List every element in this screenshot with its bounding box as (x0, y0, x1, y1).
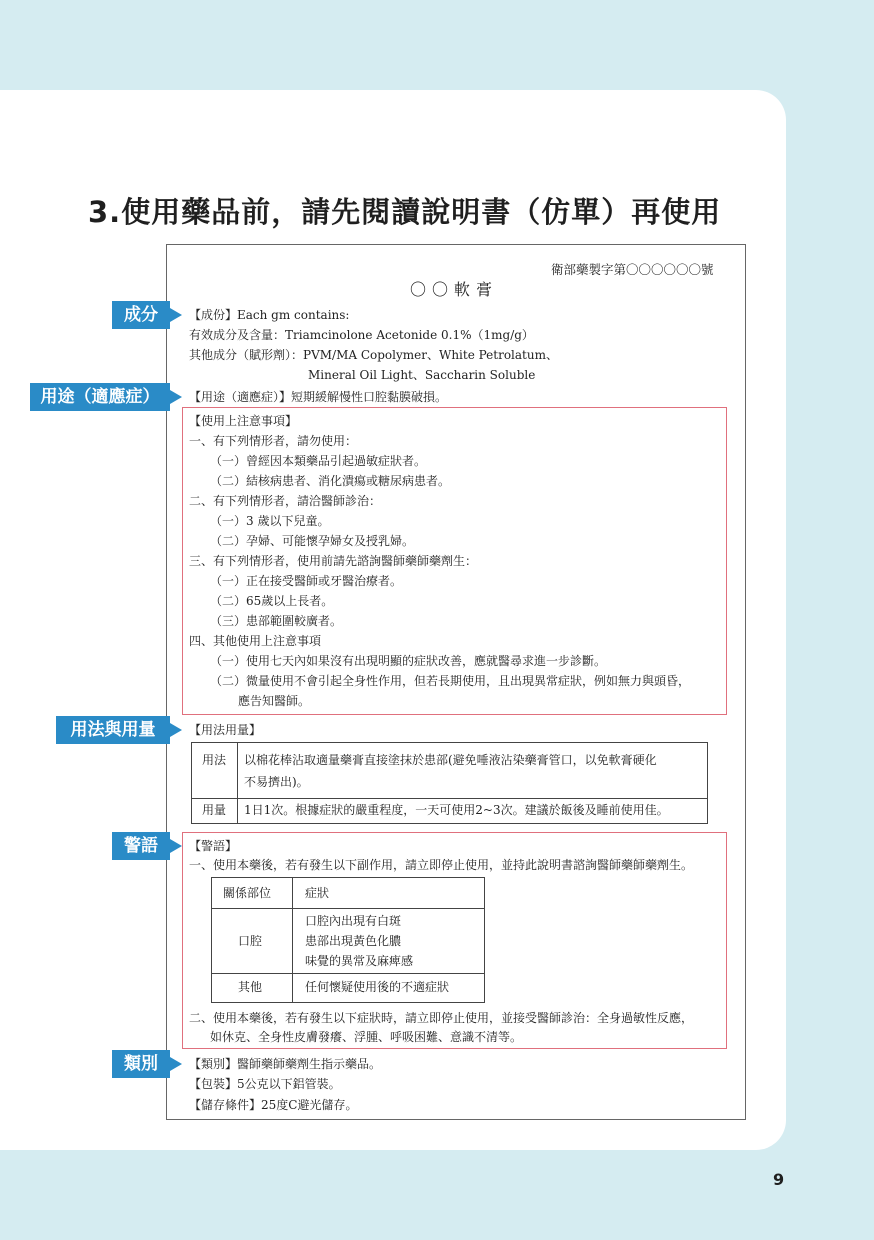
warning-heading: 【警語】 (189, 839, 238, 853)
table-header: 症狀 (305, 886, 330, 900)
table-cell: 口腔內出現有白斑 (305, 914, 402, 928)
warning-line: 如休克、全身性皮膚發癢、浮腫、呼吸困難、意識不清等。 (210, 1030, 523, 1044)
label-ingredient: 成分 (112, 301, 170, 329)
arrow-icon (170, 308, 182, 322)
ingredient-line: Mineral Oil Light、Saccharin Soluble (308, 368, 536, 382)
product-name: 〇〇軟膏 (410, 280, 499, 299)
precaution-line: 三、有下列情形者，使用前請先諮詢醫師藥師藥劑生： (189, 554, 478, 568)
page-number: 9 (773, 1170, 785, 1189)
warning-line: 二、使用本藥後，若有發生以下症狀時，請立即停止使用，並接受醫師診治：全身過敏性反應， (189, 1011, 694, 1025)
arrow-icon (170, 1057, 182, 1071)
arrow-icon (170, 723, 182, 737)
package-text: 【包裝】5公克以下鋁管裝。 (189, 1077, 341, 1091)
precaution-line: （二）結核病患者、消化潰瘍或糖尿病患者。 (210, 474, 451, 488)
precaution-line: （二）孕婦、可能懷孕婦女及授乳婦。 (210, 534, 415, 548)
precaution-line: 二、有下列情形者，請洽醫師診治： (189, 494, 382, 508)
precaution-line: （一）曾經因本類藥品引起過敏症狀者。 (210, 454, 427, 468)
table-cell: 味覺的異常及麻痺感 (305, 954, 414, 968)
dosage-label: 用量 (202, 803, 227, 817)
precaution-line: （三）患部範圍較廣者。 (210, 614, 343, 628)
indication-text: 【用途（適應症）】短期緩解慢性口腔黏膜破損。 (189, 390, 448, 404)
usage-label: 用法 (202, 753, 227, 767)
usage-heading: 【用法用量】 (189, 723, 262, 737)
table-cell: 患部出現黃色化膿 (305, 934, 402, 948)
dosage-text: 1日1次。根據症狀的嚴重程度，一天可使用2~3次。建議於飯後及睡前使用佳。 (244, 803, 669, 817)
table-cell: 任何懷疑使用後的不適症狀 (305, 980, 450, 994)
table-cell: 口腔 (238, 934, 263, 948)
precaution-heading: 【使用上注意事項】 (189, 414, 298, 428)
arrow-icon (170, 390, 182, 404)
label-indication: 用途（適應症） (30, 383, 170, 411)
warning-line: 一、使用本藥後，若有發生以下副作用，請立即停止使用，並持此說明書諮詢醫師藥師藥劑生。 (189, 858, 694, 872)
precaution-line: 應告知醫師。 (238, 694, 311, 708)
precaution-line: （一）正在接受醫師或牙醫治療者。 (210, 574, 403, 588)
arrow-icon (170, 839, 182, 853)
precaution-line: （二）65歲以上長者。 (210, 594, 334, 608)
label-category: 類別 (112, 1050, 170, 1078)
ingredient-line: 其他成分（賦形劑）：PVM/MA Copolymer、White Petrolatum、 (189, 348, 558, 362)
storage-text: 【儲存條件】25度C避光儲存。 (189, 1098, 358, 1112)
ingredient-line: 有效成分及含量：Triamcinolone Acetonide 0.1%（1mg/g） (189, 328, 534, 342)
table-cell: 其他 (238, 980, 263, 994)
ingredient-line: 【成份】Each gm contains: (189, 308, 350, 322)
precaution-line: 一、有下列情形者，請勿使用： (189, 434, 358, 448)
table-header: 關係部位 (223, 886, 272, 900)
precaution-line: 四、其他使用上注意事項 (189, 634, 322, 648)
category-text: 【類別】醫師藥師藥劑生指示藥品。 (189, 1057, 382, 1071)
precaution-line: （一）使用七天內如果沒有出現明顯的症狀改善，應就醫尋求進一步診斷。 (210, 654, 607, 668)
page-title: 3.使用藥品前，請先閱讀說明書（仿單）再使用 (88, 195, 722, 229)
label-usage: 用法與用量 (56, 716, 170, 744)
usage-text: 以棉花棒沾取適量藥膏直接塗抹於患部(避免唾液沾染藥膏管口，以免軟膏硬化 (244, 753, 657, 767)
usage-text: 不易擠出)。 (244, 775, 309, 789)
precaution-line: （一）3 歲以下兒童。 (210, 514, 330, 528)
license-number: 衛部藥製字第〇〇〇〇〇〇號 (551, 262, 714, 277)
label-warning: 警語 (112, 832, 170, 860)
precaution-line: （二）微量使用不會引起全身性作用，但若長期使用，且出現異常症狀，例如無力與頭昏， (210, 674, 691, 688)
